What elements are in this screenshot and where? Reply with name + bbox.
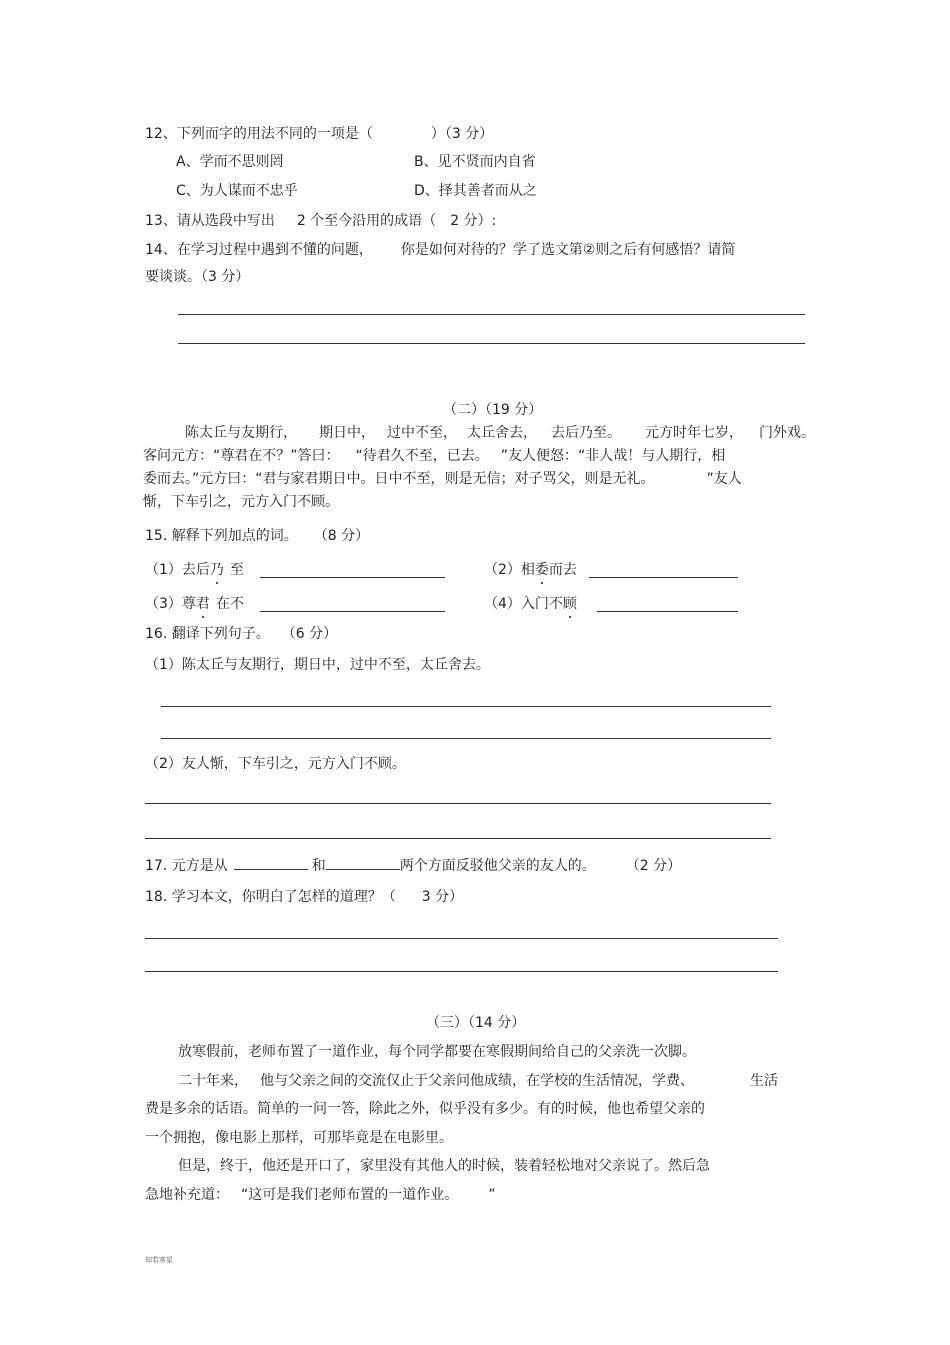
q17-blank-2[interactable] bbox=[326, 855, 400, 870]
section3-heading: （三）（14 分） bbox=[426, 1015, 526, 1031]
passage-line: 一个拥抱，像电影上那样，可那毕竟是在电影里。 bbox=[145, 1130, 453, 1146]
passage-line: 惭，下车引之，元方入门不顾。 bbox=[143, 494, 339, 510]
q15-answer-line-4[interactable] bbox=[597, 611, 738, 612]
q16-stem: 16. 翻译下列句子。 （6 分） bbox=[145, 626, 338, 642]
passage-line: 但是，终于，他还是开口了，家里没有其他人的时候，装着轻松地对父亲说了。然后急 bbox=[178, 1158, 710, 1174]
q16-answer-line[interactable] bbox=[161, 738, 771, 739]
q15-answer-line-2[interactable] bbox=[589, 577, 738, 578]
q15-item-2: （2）相委而去 bbox=[484, 562, 577, 578]
q12-option-a: A、学而不思则罔 bbox=[176, 154, 284, 170]
q15-item-3: （3）尊君 在不 bbox=[145, 596, 244, 612]
q18-stem: 18. 学习本文，你明白了怎样的道理？（ 3 分） bbox=[145, 889, 464, 905]
q16-answer-line[interactable] bbox=[161, 706, 771, 707]
section2-heading: （二）（19 分） bbox=[443, 402, 543, 418]
passage-line: 二十年来， 他与父亲之间的交流仅止于父亲问他成绩，在学校的生活情况，学费、 生活 bbox=[178, 1073, 778, 1089]
passage-line: 委而去。”元方曰：“君与家君期日中。日中不至，则是无信；对子骂父，则是无礼。 ”友人 bbox=[143, 471, 742, 487]
q18-answer-line[interactable] bbox=[145, 938, 778, 939]
q16-sentence-1: （1）陈太丘与友期行，期日中，过中不至，太丘舍去。 bbox=[145, 657, 490, 673]
q12-option-d: D、择其善者而从之 bbox=[414, 183, 537, 199]
passage-line: 陈太丘与友期行， 期日中， 过中不至， 太丘舍去， 去后乃至。 元方时年七岁， 门外戏。 bbox=[185, 425, 815, 441]
passage-line: 客问元方：“尊君在不？”答曰： “待君久不至，已去。 ”友人便怒：“非人哉！与人期行，相 bbox=[143, 448, 726, 464]
q15-stem: 15. 解释下列加点的词。 （8 分） bbox=[145, 528, 370, 544]
q16-sentence-2: （2）友人惭，下车引之，元方入门不顾。 bbox=[145, 756, 406, 772]
q15-answer-line-3[interactable] bbox=[260, 611, 445, 612]
q14-answer-line[interactable] bbox=[178, 343, 805, 344]
q17-stem: 17. 元方是从 和 两个方面反驳他父亲的友人的。 （2 分） bbox=[145, 855, 681, 875]
q16-answer-line[interactable] bbox=[145, 803, 771, 804]
q13-stem: 13、请从选段中写出 2 个至今沿用的成语（ 2 分）: bbox=[145, 213, 497, 229]
passage-line: 急地补充道： “这可是我们老师布置的一道作业。 ” bbox=[145, 1187, 496, 1203]
passage-line: 放寒假前，老师布置了一道作业，每个同学都要在寒假期间给自己的父亲洗一次脚。 bbox=[178, 1044, 696, 1060]
passage-line: 费是多余的话语。简单的一问一答，除此之外，似乎没有多少。有的时候，他也希望父亲的 bbox=[145, 1101, 705, 1117]
q16-answer-line[interactable] bbox=[145, 838, 771, 839]
q12-stem: 12、下列而字的用法不同的一项是（ ）（3 分） bbox=[145, 126, 494, 142]
q14-stem-line1: 14、在学习过程中遇到不懂的问题， 你是如何对待的？学了选文第②则之后有何感悟？请简 bbox=[145, 242, 736, 258]
q12-option-b: B、见不贤而内自省 bbox=[414, 154, 536, 170]
q15-answer-line-1[interactable] bbox=[260, 577, 445, 578]
q17-blank-1[interactable] bbox=[234, 855, 308, 870]
q14-answer-line[interactable] bbox=[178, 314, 805, 315]
q15-item-1: （1）去后乃 至 bbox=[145, 562, 244, 578]
footer-text: 知若寒星 bbox=[145, 1256, 173, 1264]
q12-option-c: C、为人谋而不忠乎 bbox=[176, 183, 298, 199]
q15-item-4: （4）入门不顾 bbox=[484, 596, 577, 612]
q18-answer-line[interactable] bbox=[145, 971, 778, 972]
q14-stem-line2: 要谈谈。（3 分） bbox=[145, 269, 250, 285]
